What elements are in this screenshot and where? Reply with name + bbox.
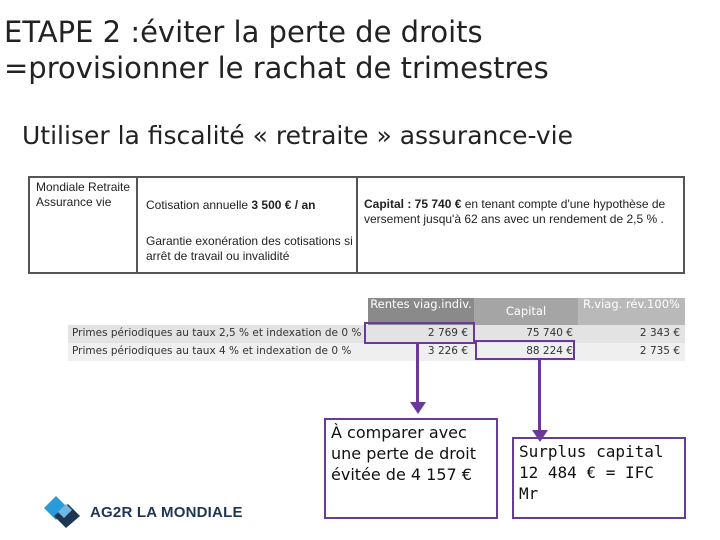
row-value-rentes: 2 769 € bbox=[427, 327, 468, 339]
row-label: Primes périodiques au taux 2,5 % et indexation de 0 % bbox=[72, 327, 362, 339]
logo-text: AG2R LA MONDIALE bbox=[90, 504, 243, 521]
company-logo bbox=[40, 490, 243, 530]
contribution-amount: 3 500 € / an bbox=[251, 198, 316, 212]
row-value-capital: 75 740 € bbox=[526, 327, 573, 339]
row-value-rentes: 3 226 € bbox=[427, 345, 468, 357]
page-subtitle: Utiliser la fiscalité « retraite » assurance-vie bbox=[22, 121, 573, 150]
column-divider bbox=[136, 178, 138, 272]
header-rente-reversion: R.viag. rév.100% bbox=[578, 298, 685, 325]
header-rentes: Rentes viag.indiv. bbox=[368, 298, 474, 325]
highlight-rente-value bbox=[364, 322, 475, 344]
arrow-line-right bbox=[538, 360, 541, 432]
ag2r-logo-icon bbox=[40, 490, 86, 530]
results-table-header bbox=[368, 298, 685, 325]
row-value-capital: 88 224 € bbox=[526, 345, 573, 357]
callout-comparison: À comparer avec une perte de droit évitée de 4 157 € bbox=[324, 418, 498, 519]
row-value-reversion: 2 343 € bbox=[639, 327, 680, 339]
capital-label: Capital : 75 740 € bbox=[364, 197, 462, 211]
product-name: Mondiale Retraite Assurance vie bbox=[36, 180, 131, 209]
arrow-line-left bbox=[416, 344, 419, 404]
capital-description bbox=[364, 197, 684, 227]
annual-contribution bbox=[146, 198, 356, 213]
column-divider bbox=[356, 178, 358, 272]
contribution-label: Cotisation annuelle bbox=[146, 198, 252, 212]
row-label: Primes périodiques au taux 4 % et indexation de 0 % bbox=[72, 345, 352, 357]
header-capital: Capital bbox=[474, 298, 578, 325]
arrow-down-icon bbox=[410, 402, 426, 414]
contract-info-table bbox=[28, 176, 685, 274]
table-row bbox=[68, 343, 685, 361]
row-value-reversion: 2 735 € bbox=[639, 345, 680, 357]
callout-surplus: Surplus capital 12 484 € = IFC Mr bbox=[512, 437, 686, 519]
capital-text: en tenant compte d'une hypothèse de versement jusqu'à 62 ans avec un rendement de 2,5 % . bbox=[364, 197, 666, 226]
highlight-capital-value bbox=[475, 340, 575, 360]
page-title: ETAPE 2 :éviter la perte de droits =provisionner le rachat de trimestres bbox=[4, 15, 549, 85]
guarantee-text: Garantie exonération des cotisations si arrêt de travail ou invalidité bbox=[146, 234, 353, 263]
